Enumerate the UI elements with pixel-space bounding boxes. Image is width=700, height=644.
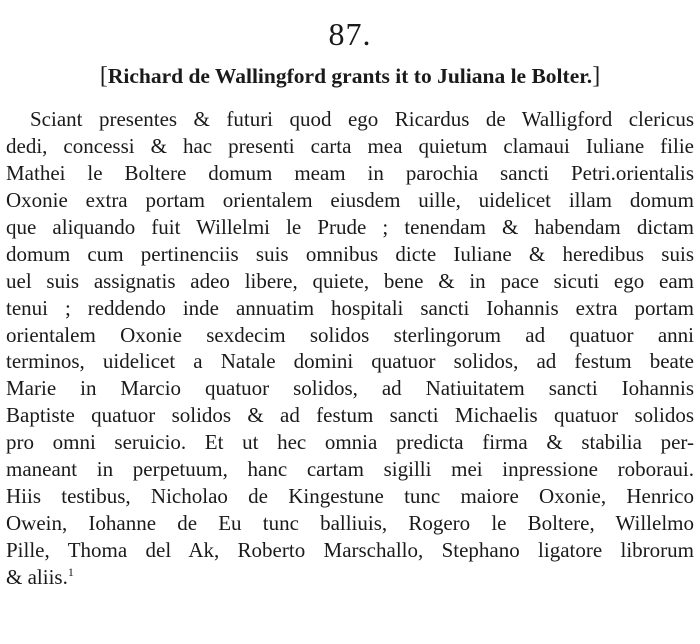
body-line: orientalem Oxonie sexdecim solidos sterlingorum ad quatuor anni bbox=[6, 322, 694, 347]
charter-heading bbox=[0, 62, 700, 90]
body-line: domum cum pertinenciis suis omnibus dicte Iuliane & heredibus suis bbox=[6, 241, 694, 266]
body-line: dedi, concessi & hac presenti carta mea quietum clamaui Iuliane filie bbox=[6, 133, 694, 158]
body-line: Baptiste quatuor solidos & ad festum sancti Michaelis quatuor solidos bbox=[6, 403, 694, 428]
body-line: Mathei le Boltere domum meam in parochia sancti Petri.orientalis bbox=[6, 160, 694, 185]
footnote-reference[interactable]: 1 bbox=[67, 564, 74, 579]
body-line-last-text: & aliis. bbox=[6, 564, 68, 589]
body-line: tenui ; reddendo inde annuatim hospitali sancti Iohannis extra portam bbox=[6, 295, 694, 320]
body-line: Hiis testibus, Nicholao de Kingestune tunc maiore Oxonie, Henrico bbox=[6, 484, 694, 509]
body-line: maneant in perpetuum, hanc cartam sigilli mei inpressione roboraui. bbox=[6, 457, 694, 482]
heading-open-bracket: [ bbox=[99, 63, 108, 89]
body-line: terminos, uidelicet a Natale domini quatuor solidos, ad festum beate bbox=[6, 349, 694, 374]
body-line-last bbox=[6, 564, 694, 591]
heading-text: Richard de Wallingford grants it to Juliana le Bolter. bbox=[107, 64, 593, 88]
body-line: Pille, Thoma del Ak, Roberto Marschallo, Stephano ligatore librorum bbox=[6, 538, 694, 562]
charter-body bbox=[6, 106, 694, 591]
body-line: Oxonie extra portam orientalem eiusdem uille, uidelicet illam domum bbox=[6, 187, 694, 212]
body-line: uel suis assignatis adeo libere, quiete, bene & in pace sicuti ego eam bbox=[6, 268, 694, 293]
body-line: que aliquando fuit Willelmi le Prude ; tenendam & habendam dictam bbox=[6, 214, 694, 239]
body-line: Marie in Marcio quatuor solidos, ad Natiuitatem sancti Iohannis bbox=[6, 376, 694, 401]
heading-close-bracket: ] bbox=[592, 63, 601, 89]
body-line: Sciant presentes & futuri quod ego Ricardus de Walligford clericus bbox=[30, 107, 694, 131]
body-line: Owein, Iohanne de Eu tunc balliuis, Rogero le Boltere, Willelmo bbox=[6, 511, 694, 536]
body-line: pro omni seruicio. Et ut hec omnia predicta firma & stabilia per- bbox=[6, 430, 694, 455]
charter-number: 87. bbox=[328, 16, 372, 52]
